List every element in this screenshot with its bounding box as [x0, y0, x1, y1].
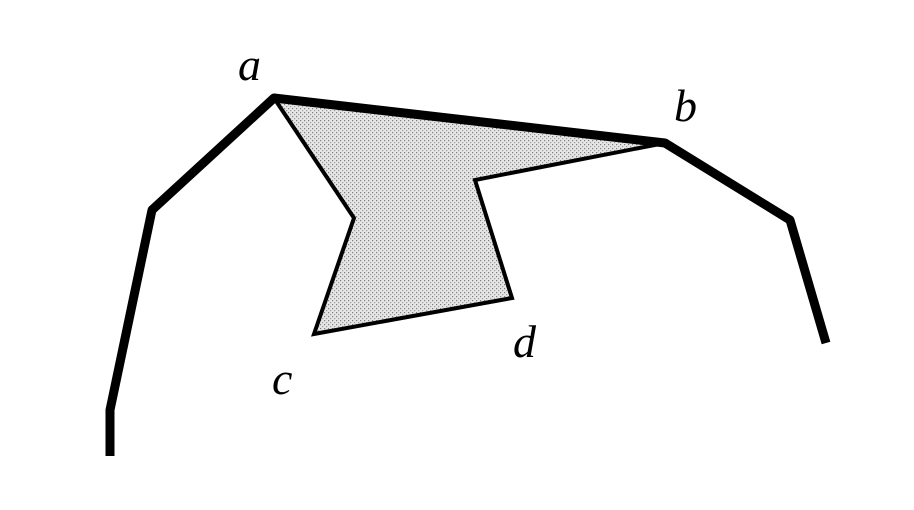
vertex-label-d: d	[513, 316, 536, 367]
vertex-label-a: a	[238, 39, 261, 90]
vertex-label-c: c	[272, 353, 293, 404]
vertex-label-b: b	[674, 80, 697, 131]
